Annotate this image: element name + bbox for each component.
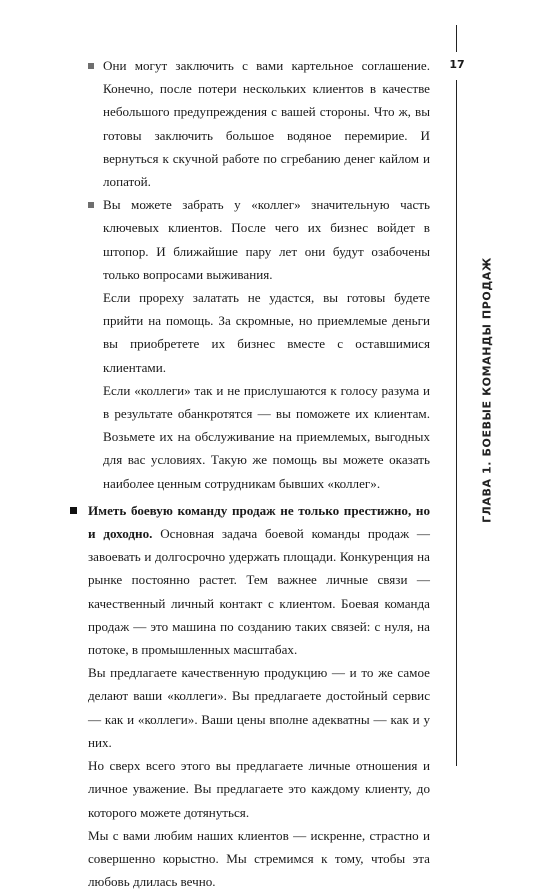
sub-bullet-continuation: Если прореху залатать не удастся, вы готовы будете прийти на помощь. За скромные, но приемлемые деньги вы приобретете их бизнес вместе с оставшимися клиентами. [103, 290, 430, 375]
running-head [480, 210, 494, 570]
page-number: 17 [449, 58, 465, 71]
square-bullet-icon [88, 63, 94, 69]
body-paragraph: Мы с вами любим наших клиентов — искренне, страстно и совершенно корыстно. Мы стремимся к тому, чтобы эта любовь длилась вечно. [88, 827, 430, 890]
margin-rule-bottom [456, 80, 457, 766]
running-head-text: ГЛАВА 1. БОЕВЫЕ КОМАНДЫ ПРОДАЖ [480, 257, 494, 523]
sub-bullet-continuation: Если «коллеги» так и не прислушаются к голосу разума и в результате обанкротятся — вы поможете их клиентам. Возьмете их на обслуживание на приемлемых, выгодных для вас условиях. Такую же помощь вы можете оказать наиболее ценным сотрудникам бывших «коллег». [103, 382, 430, 491]
sub-bullet-item [88, 54, 430, 193]
sub-bullet-text: Они могут заключить с вами картельное соглашение. Конечно, после потери нескольких клиентов в качестве небольшого предупреждения с вашей стороны. Что ж, вы готовы заключить большое водяное перемирие. И вернуться к скучной работе по сгребанию денег кайлом и лопатой. [103, 58, 430, 190]
main-bullet-text: Основная задача боевой команды продаж — завоевать и долгосрочно удержать площади. Конкуренция на рынке постоянно растет. Тем важнее личные связи — качественный личный контакт с клиентом. Боевая команда продаж — это машина по созданию таких связей: с нуля, на потоке, в промышленных масштабах. [88, 526, 431, 658]
main-bullet-paragraph [88, 499, 430, 661]
margin-rule-top [456, 25, 457, 52]
sub-bullet-item [88, 193, 430, 495]
main-bullet-heading: Иметь боевую команду продаж не только престижно, но и доходно. [88, 502, 430, 542]
square-bullet-icon [70, 507, 77, 514]
body-paragraph: Вы предлагаете качественную продукцию — и то же самое делают ваши «коллеги». Вы предлагаете достойный сервис — как и «коллеги». Ваши цены вполне адекватны — как и у них. [88, 665, 430, 750]
square-bullet-icon [88, 202, 94, 208]
body-paragraph: Но сверх всего этого вы предлагаете личные отношения и личное уважение. Вы предлагаете это каждому клиенту, до которого можете дотянуться. [88, 758, 430, 820]
sub-bullet-text: Вы можете забрать у «коллег» значительную часть ключевых клиентов. После чего их бизнес войдет в штопор. И ближайшие пару лет они будут озабочены только вопросами выживания. [103, 197, 430, 282]
page-body [88, 54, 430, 893]
main-bullet-item [88, 499, 430, 661]
